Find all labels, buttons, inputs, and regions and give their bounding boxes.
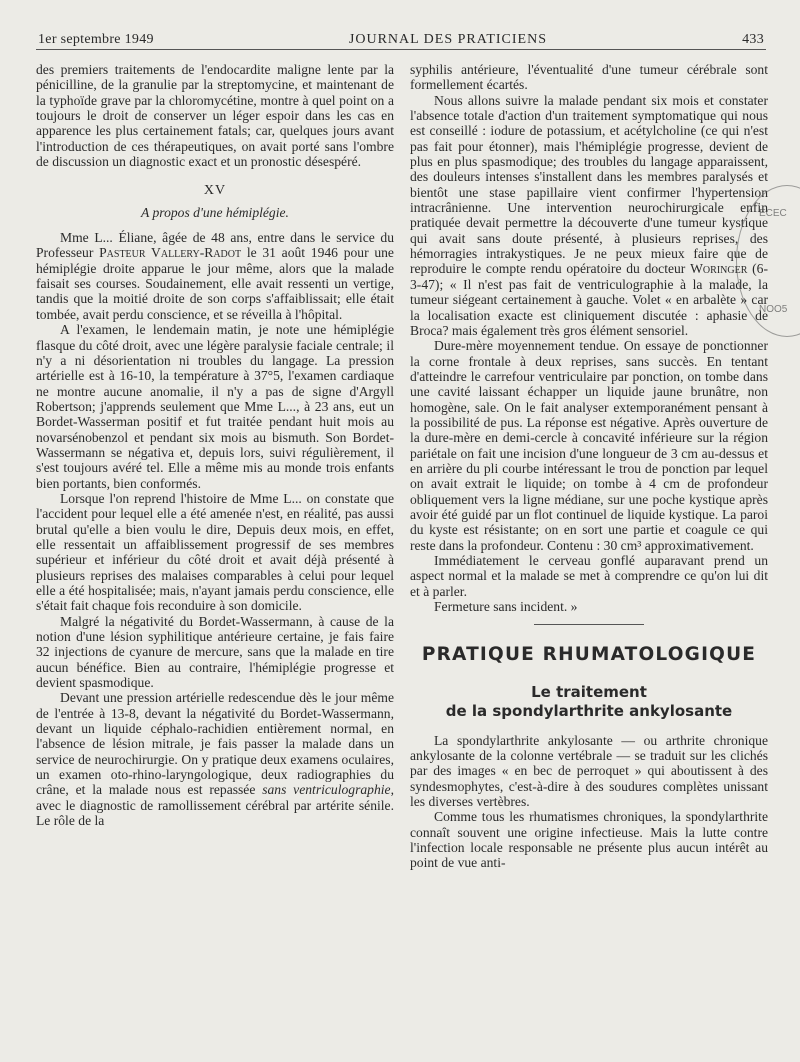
- header-date: 1er septembre 1949: [38, 32, 154, 47]
- header-page-number: 433: [742, 32, 764, 47]
- section-title: A propos d'une hémiplégie.: [141, 204, 289, 220]
- paragraph: des premiers traitements de l'endocardite maligne lente par la pénicilline, de la granulie par la streptomycine, et maintenant de la typhoïde grave par la chloromycétine, montre à quel point on a toujours le droit de conserver un léger espoir dans les cas en apparence les plus certainement fatals; car, quelques jours avant l'introduction de ces thérapeutiques, on avait porté sans l'ombre de discussion un diagnostic exact et un pronostic désespéré.: [36, 62, 394, 170]
- paragraph: Mme L... Éliane, âgée de 48 ans, entre dans le service du Professeur Pasteur Vallery-Radot le 31 août 1946 pour une hémiplégie droite apparue le jour même, alors que la malade faisait ses courses. Soudainement, elle avait ressenti un vertige, tandis que la moitié droite de son corps s'affaiblissait; elle était tombée, avait perdu conscience, et se réveilla à l'hôpital.: [36, 230, 394, 322]
- library-stamp: ECEC NOO5: [736, 185, 800, 337]
- header-journal-title: JOURNAL DES PRATICIENS: [348, 32, 547, 47]
- article-title: Le traitement de la spondylarthrite ankylosante: [445, 682, 733, 720]
- right-column: [410, 62, 768, 871]
- section-number: XV: [203, 183, 227, 199]
- paragraph: Fermeture sans incident. »: [434, 599, 578, 615]
- paragraph: Lorsque l'on reprend l'histoire de Mme L... on constate que l'accident pour lequel elle a été amenée n'est, en réalité, pas aussi brutal qu'elle a bien voulu le dire, Depuis deux mois, en effet, elle ressentait un affaiblissement progressif de ses membres supérieur et inférieur du côté droit et avait déjà présenté à plusieurs reprises des malaises comparables à celui pour lequel elle a été hospitalisée; mais, n'ayant jamais perdu conscience, elle s'était fait chaque fois reconduire à son domicile.: [36, 490, 394, 614]
- page-header: [38, 22, 764, 48]
- paragraph: Dure-mère moyennement tendue. On essaye de ponctionner la corne frontale à deux reprises, sans succès. En tentant d'atteindre le carrefour ventriculaire par ponction, on tombe dans une cavité laissant échapper un liquide jaune brunâtre, non homogène, sale. On le fait analyser extemporanément pensant à la possibilité de pus. La réponse est négative. Après ouverture de la dure-mère en demi-cercle à concavité inférieure sur la région pariétale on fait une incision d'une longueur de 3 cm au-dessus et en arrière du pli courbe intéressant le trou de ponction par lequel on avait extrait le liquide; on tombe à 4 cm de profondeur obliquement vers la ligne médiane, sur une poche kystique après avoir été guidé par un flot continuel de liquide kystique. La paroi du kyste est résistante; on en sort une partie et coagule ce qui reste dans la profondeur. Contenu : 30 cm³ approximativement.: [410, 338, 768, 553]
- author-name: Woringer: [690, 261, 748, 277]
- header-rule: [36, 49, 766, 50]
- author-name: Pasteur Vallery-Radot: [99, 245, 242, 261]
- section-divider: [534, 624, 644, 625]
- rubric-heading: PRATIQUE RHUMATOLOGIQUE: [421, 644, 757, 666]
- paragraph: La spondylarthrite ankylosante — ou arthrite chronique ankylosante de la colonne vertébrale — se traduit sur les clichés par des images « en bec de perroquet » qui aboutissent à des syndesmophytes, c'est-à-dire à des soudures complètes unissant les diverses vertèbres.: [410, 732, 768, 810]
- paragraph: Comme tous les rhumatismes chroniques, la spondylarthrite connaît souvent une origine infectieuse. Mais la lutte contre l'infection locale responsable ne présente plus aucun intérêt au point de vue anti-: [410, 809, 768, 871]
- paragraph: A l'examen, le lendemain matin, je note une hémiplégie flasque du côté droit, avec une légère paralysie faciale centrale; il n'y a ni désorientation ni troubles du langage. La pression artérielle est à 16-10, la température à 37°5, l'examen cardiaque ne montre aucune anomalie, il n'y a pas de signe d'Argyll Robertson; j'apprends seulement que Mme L..., à 23 ans, eut un Bordet-Wasserman positif et fut traitée pendant huit mois au novarsénobenzol et pendant six mois au bismuth. Son Bordet-Wassermann se négativa et, depuis lors, suivi régulièrement, il s'est toujours avéré tel. Elle a même mis au monde trois enfants bien portants, bien conformés.: [36, 322, 394, 491]
- left-column: [36, 62, 394, 829]
- paragraph: Immédiatement le cerveau gonflé auparavant prend un aspect normal et la malade se met à comprendre ce qu'on lui dit et à parler.: [410, 553, 768, 599]
- paragraph: syphilis antérieure, l'éventualité d'une tumeur cérébrale sont formellement écartés.: [410, 62, 768, 93]
- paragraph: Devant une pression artérielle redescendue dès le jour même de l'entrée à 13-8, devant la négativité du Bordet-Wassermann, devant un liquide céphalo-rachidien entièrement normal, en l'absence de lésion mitrale, je fais passer la malade dans un service de neurochirurgie. On y pratique deux examens oculaires, un examen oto-rhino-laryngologique, deux radiographies du crâne, et la malade nous est repassée sans ventriculographie, avec le diagnostic de ramollissement cérébral par artérite sénile. Le rôle de la: [36, 690, 394, 829]
- paragraph: Malgré la négativité du Bordet-Wassermann, à cause de la notion d'une lésion syphilitique antérieure certaine, je fais faire 32 injections de cyanure de mercure, sans que la malade en tire aucun bénéfice. Bien au contraire, l'hémiplégie progresse et devient spasmodique.: [36, 613, 394, 691]
- paragraph: Nous allons suivre la malade pendant six mois et constater l'absence totale d'action d'un traitement symptomatique qui nous est conseillé : iodure de potassium, et acétylcholine (ce qui n'est pas fait pour étonner), mais l'hémiplégie progresse, devient de plus en plus spasmodique; des troubles du langage apparaissent, des douleurs intenses s'installent dans les membres paralysés et bientôt une stase papillaire vient confirmer l'hypertension intracrânienne. Une intervention neurochirurgicale enfin pratiquée devait permettre la découverte d'une tumeur kystique qui avait sans doute présenté, à plusieurs reprises, des hémorragies intrakystiques. Je ne peux mieux faire que de reproduire le compte rendu opératoire du docteur Woringer (6-3-47); « Il n'est pas fait de ventriculographie à la malade, la tumeur siégeant certainement à gauche. Volet « en arbalète » car la localisation exacte est cliniquement discutée : aphasie de Broca? mais également très gros élément sensoriel.: [410, 92, 768, 338]
